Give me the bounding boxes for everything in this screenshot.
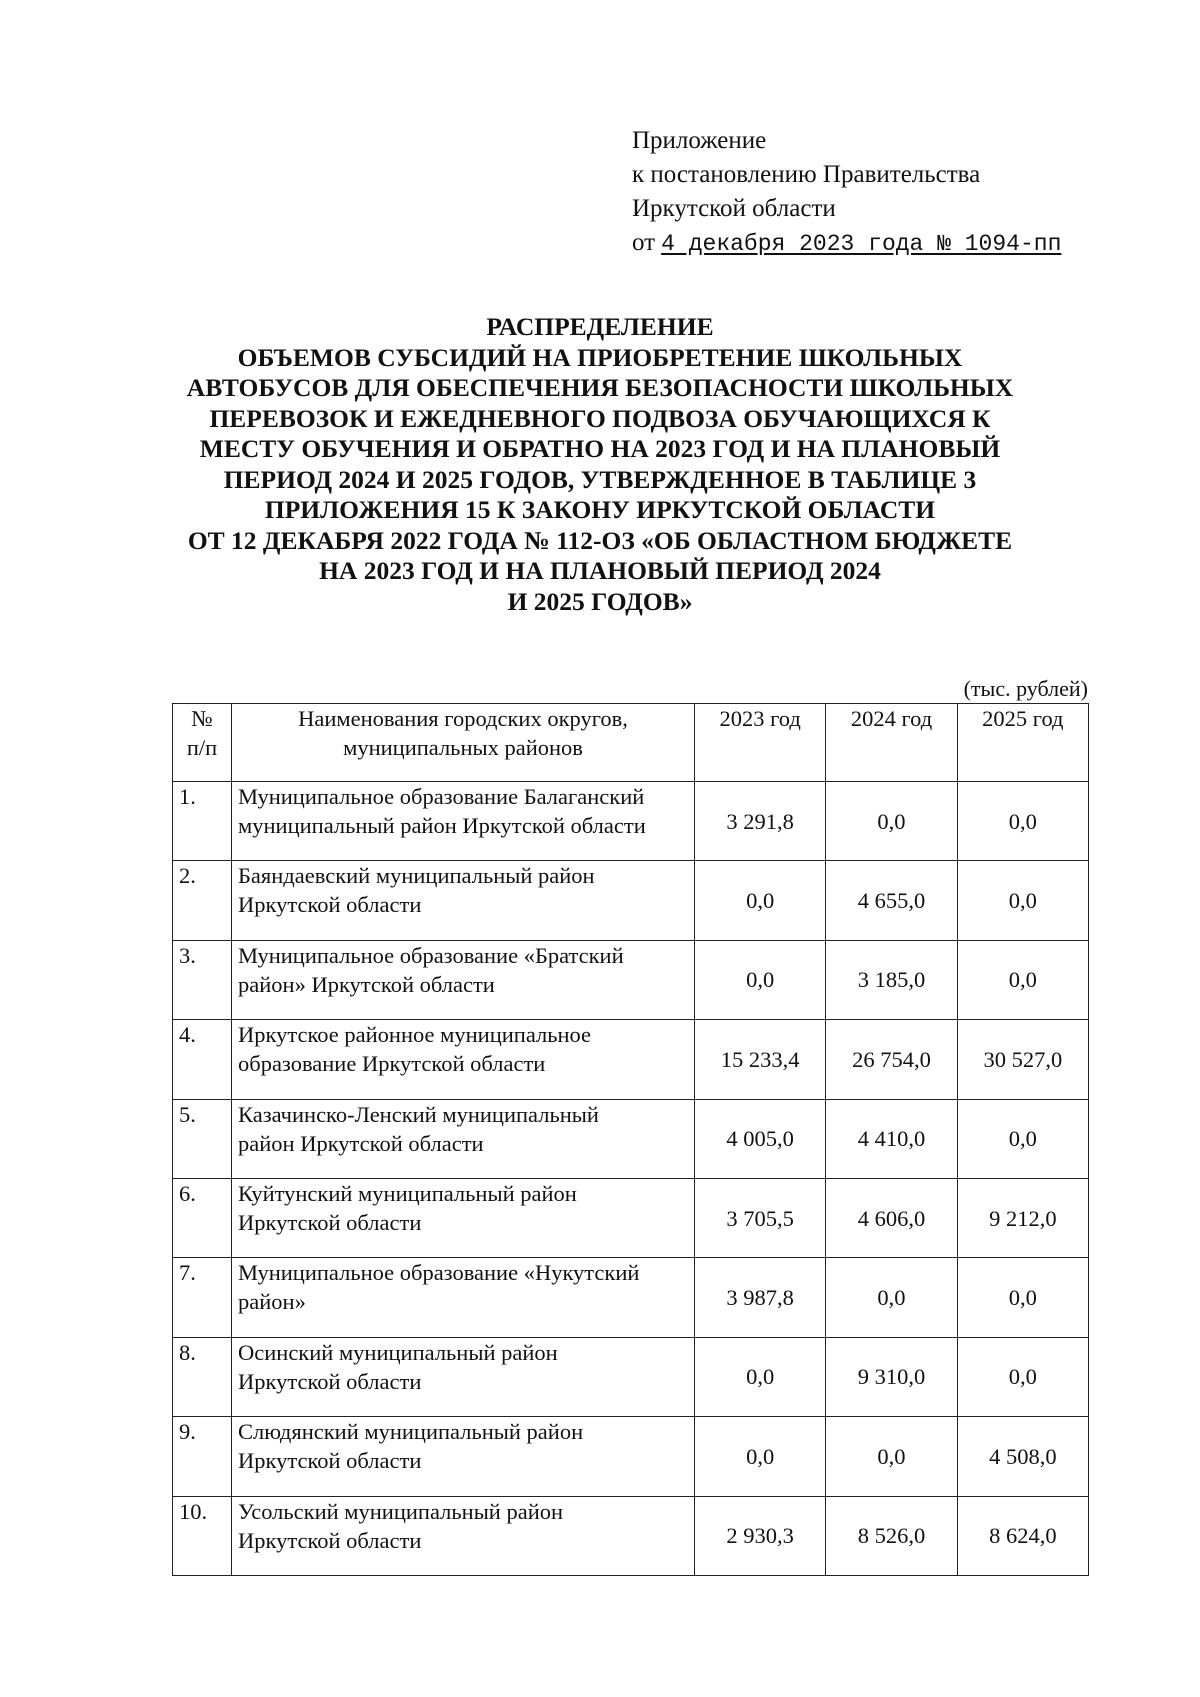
value-2025: 0,0 (957, 1258, 1088, 1337)
row-name-line: Иркутской области (238, 1368, 422, 1394)
row-name-line: Куйтунский муниципальный район (238, 1180, 577, 1206)
row-number: 10. (173, 1496, 232, 1575)
table-row (173, 861, 1089, 940)
title-line: АВТОБУСОВ ДЛЯ ОБЕСПЕЧЕНИЯ БЕЗОПАСНОСТИ ШКОЛЬНЫХ (186, 373, 1014, 402)
value-2024: 9 310,0 (826, 1337, 957, 1416)
value-2025: 0,0 (957, 1337, 1088, 1416)
value-2023: 4 005,0 (695, 1099, 826, 1178)
table-row (173, 1258, 1089, 1337)
header-name (232, 704, 695, 782)
value-2024: 0,0 (826, 1417, 957, 1496)
row-number: 9. (173, 1417, 232, 1496)
value-2025: 8 624,0 (957, 1496, 1088, 1575)
title-line: ОБЪЕМОВ СУБСИДИЙ НА ПРИОБРЕТЕНИЕ ШКОЛЬНЫХ (237, 342, 963, 372)
table-row (173, 1099, 1089, 1178)
table-row (173, 1178, 1089, 1257)
value-2024: 0,0 (826, 782, 957, 861)
row-number: 6. (173, 1178, 232, 1257)
table-header-row (173, 704, 1089, 782)
row-name (232, 1496, 695, 1575)
title-line: ПРИЛОЖЕНИЯ 15 К ЗАКОНУ ИРКУТСКОЙ ОБЛАСТИ (264, 495, 936, 524)
value-2023: 15 233,4 (695, 1020, 826, 1099)
appendix-date-stamp: 4 декабря 2023 года № 1094-пп (661, 231, 1062, 257)
title-line: РАСПРЕДЕЛЕНИЕ (486, 312, 714, 341)
value-2023: 0,0 (695, 1417, 826, 1496)
row-name-line: образование Иркутской области (238, 1051, 546, 1077)
row-name-line: район Иркутской области (238, 1130, 484, 1156)
row-name (232, 1337, 695, 1416)
header-2023: 2023 год (695, 704, 826, 782)
title-line: НА 2023 ГОД И НА ПЛАНОВЫЙ ПЕРИОД 2024 (319, 556, 881, 585)
value-2025: 0,0 (957, 782, 1088, 861)
header-2024: 2024 год (826, 704, 957, 782)
value-2023: 3 987,8 (695, 1258, 826, 1337)
value-2025: 9 212,0 (957, 1178, 1088, 1257)
value-2023: 0,0 (695, 1337, 826, 1416)
row-name-line: муниципальный район Иркутской области (238, 813, 646, 838)
value-2023: 2 930,3 (695, 1496, 826, 1575)
row-name-line: Муниципальное образование «Братский (238, 942, 624, 968)
row-name-line: Иркутской области (238, 1527, 422, 1553)
table-row (173, 1020, 1089, 1099)
title-line: ПЕРИОД 2024 И 2025 ГОДОВ, УТВЕРЖДЕННОЕ В ТАБЛИЦЕ 3 (223, 464, 977, 494)
row-number: 8. (173, 1337, 232, 1416)
row-name (232, 861, 695, 940)
row-name-line: Иркутской области (238, 1209, 422, 1235)
row-number: 5. (173, 1099, 232, 1178)
title-line: ПЕРЕВОЗОК И ЕЖЕДНЕВНОГО ПОДВОЗА ОБУЧАЮЩИХСЯ К (209, 403, 991, 433)
value-2023: 0,0 (695, 940, 826, 1019)
header-name-line: муниципальных районов (343, 735, 583, 760)
subsidy-table (172, 703, 1089, 1576)
row-name (232, 1020, 695, 1099)
row-name-line: Усольский муниципальный район (238, 1498, 564, 1524)
appendix-header (632, 124, 1061, 261)
row-name-line: Иркутской области (238, 1448, 422, 1474)
header-number-line: п/п (186, 735, 218, 760)
value-2023: 0,0 (695, 861, 826, 940)
value-2025: 0,0 (957, 1099, 1088, 1178)
row-name (232, 1417, 695, 1496)
row-name (232, 1258, 695, 1337)
row-number: 7. (173, 1258, 232, 1337)
row-name (232, 782, 695, 861)
row-name-line: Иркутской области (238, 892, 422, 918)
value-2023: 3 291,8 (695, 782, 826, 861)
header-2025: 2025 год (957, 704, 1088, 782)
row-number: 1. (173, 782, 232, 861)
table-row (173, 782, 1089, 861)
row-number: 3. (173, 940, 232, 1019)
title-line: МЕСТУ ОБУЧЕНИЯ И ОБРАТНО НА 2023 ГОД И НА ПЛАНОВЫЙ (199, 434, 1001, 463)
appendix-line-2: к постановлению Правительства (632, 161, 981, 188)
row-name-line: Слюдянский муниципальный район (238, 1419, 584, 1445)
row-name (232, 940, 695, 1019)
value-2025: 0,0 (957, 940, 1088, 1019)
value-2025: 4 508,0 (957, 1417, 1088, 1496)
row-number: 2. (173, 861, 232, 940)
table-row (173, 1496, 1089, 1575)
title-line: И 2025 ГОДОВ» (507, 586, 693, 616)
row-name-line: район» (238, 1289, 306, 1315)
value-2025: 30 527,0 (957, 1020, 1088, 1099)
row-name-line: Казачинско-Ленский муниципальный (238, 1101, 599, 1127)
value-2024: 0,0 (826, 1258, 957, 1337)
appendix-date-prefix: от (632, 229, 656, 256)
value-2024: 8 526,0 (826, 1496, 957, 1575)
row-name (232, 1099, 695, 1178)
row-name-line: район» Иркутской области (238, 971, 495, 997)
row-name-line: Осинский муниципальный район (238, 1339, 558, 1365)
table-row (173, 940, 1089, 1019)
table-row (173, 1417, 1089, 1496)
appendix-date-line (632, 226, 1061, 261)
header-number-line: № (191, 706, 213, 731)
value-2024: 26 754,0 (826, 1020, 957, 1099)
value-2025: 0,0 (957, 861, 1088, 940)
value-2024: 3 185,0 (826, 940, 957, 1019)
row-name (232, 1178, 695, 1257)
appendix-line-1: Приложение (632, 127, 767, 154)
title-line: ОТ 12 ДЕКАБРЯ 2022 ГОДА № 112-ОЗ «ОБ ОБЛАСТНОМ БЮДЖЕТЕ (187, 525, 1013, 555)
header-name-line: Наименования городских округов, (298, 706, 628, 731)
row-number: 4. (173, 1020, 232, 1099)
value-2023: 3 705,5 (695, 1178, 826, 1257)
header-number (173, 704, 232, 782)
row-name-line: Иркутское районное муниципальное (238, 1022, 592, 1048)
units-note: (тыс. рублей) (963, 676, 1088, 701)
value-2024: 4 655,0 (826, 861, 957, 940)
row-name-line: Муниципальное образование Балаганский (238, 784, 645, 809)
appendix-line-3: Иркутской области (632, 195, 836, 222)
table-row (173, 1337, 1089, 1416)
row-name-line: Муниципальное образование «Нукутский (238, 1260, 640, 1286)
value-2024: 4 410,0 (826, 1099, 957, 1178)
row-name-line: Баяндаевский муниципальный район (238, 863, 595, 889)
value-2024: 4 606,0 (826, 1178, 957, 1257)
document-title (150, 312, 1050, 617)
